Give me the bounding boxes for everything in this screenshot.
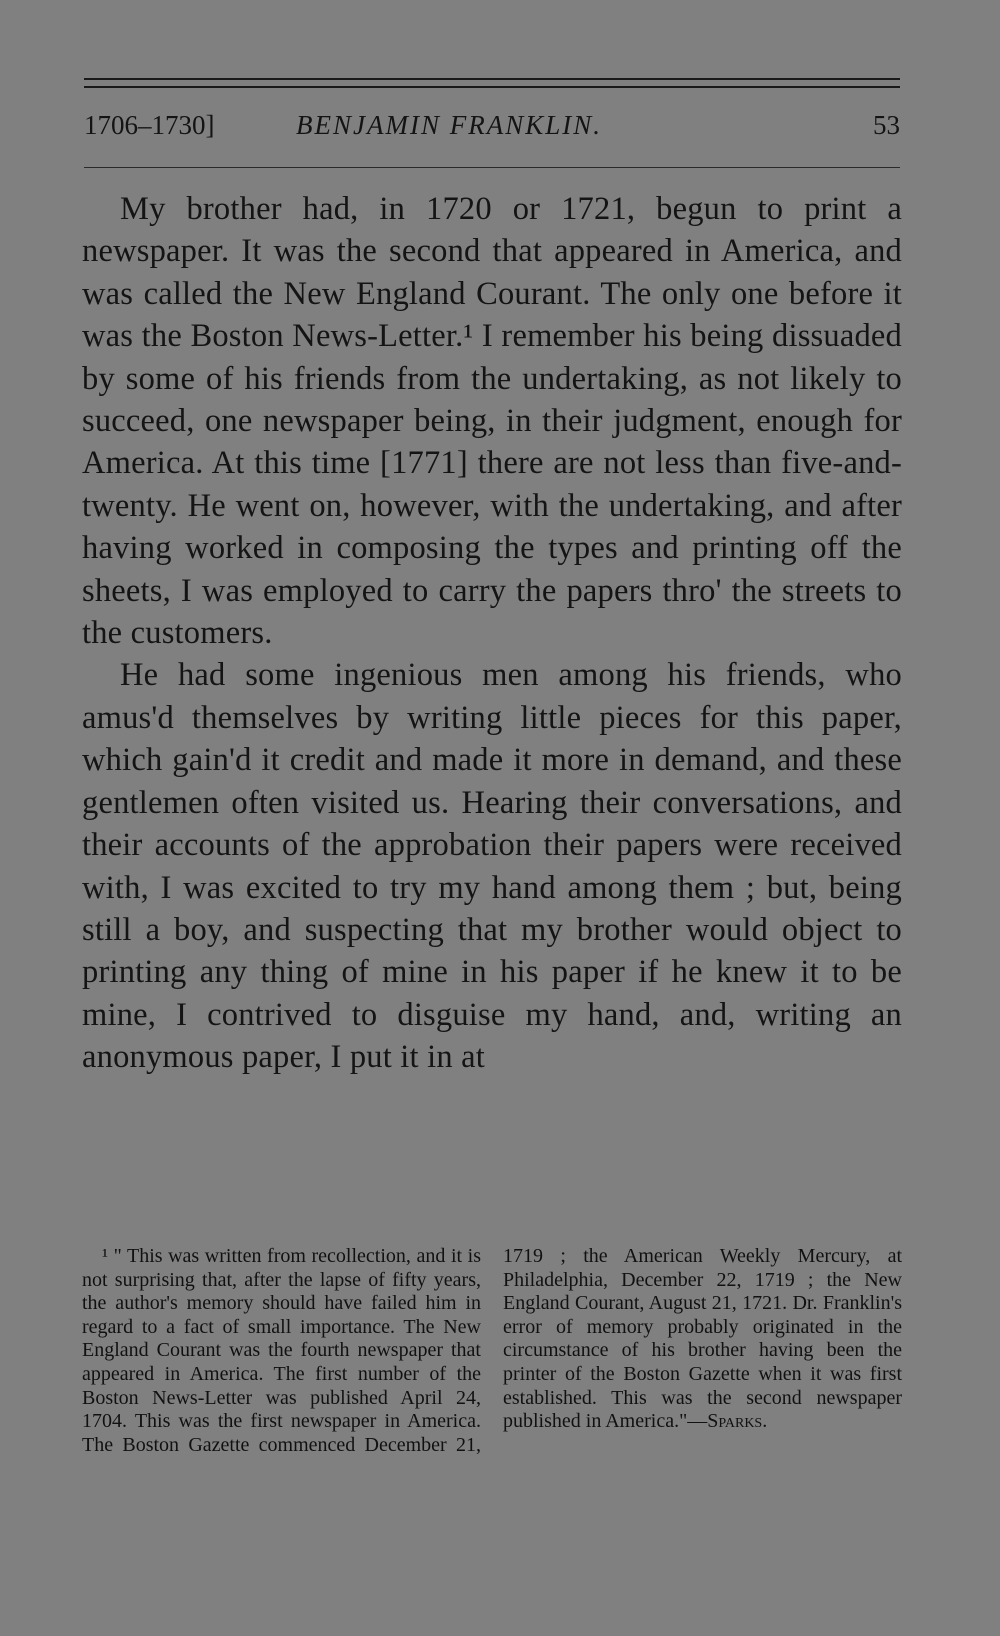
footnote-body: ¹ " This was written from recollection, and it is not surprising that, after the lapse of fifty years, the author's memory should have failed him in regard to a fact of small importance. The New England Courant was the fourth newspaper that appeared in America. The first number of the Boston News-Letter was published April 24, 1704. This was the first newspaper in America. The Boston Gazette commenced December 21, 1719 ; the American Weekly Mercury, at Philadelphia, December 22, 1719 ; the New England Courant, August 21, 1721. Dr. Franklin's error of memory probably originated in the circumstance of his brother having been the printer of the Boston Gazette when it was first established. This was the second newspaper published in America."— [82,1245,902,1456]
body-text [82,188,902,1079]
header-date-range: 1706–1730] [84,110,215,140]
page-number: 53 [873,110,900,140]
running-header [84,110,900,150]
paragraph: He had some ingenious men among his friends, who amus'd themselves by writing little pieces for this paper, which gain'd it credit and made it more in demand, and these gentlemen often visited us. Hearing their conversations, and their accounts of the approbation their papers were received with, I was excited to try my hand among them ; but, being still a boy, and suspecting that my brother would object to printing any thing of mine in his paper if he knew it to be mine, I contrived to disguise my hand, and, writing an anonymous paper, I put it in at [82,657,902,1076]
header-title: BENJAMIN FRANKLIN. [296,110,602,140]
header-rule [84,167,900,168]
top-rule-inner [84,86,900,88]
paragraph: My brother had, in 1720 or 1721, begun to print a newspaper. It was the second that appeared in America, and was called the New England Courant. The only one before it was the Boston News-Letter.¹ I remember his being dissuaded by some of his friends from the undertaking, as not likely to succeed, one newspaper being, in their judgment, enough for America. At this time [1771] there are not less than five-and-twenty. He went on, however, with the undertaking, and after having worked in composing the types and printing off the sheets, I was employed to carry the papers thro' the streets to the customers. [82,191,902,652]
footnote [82,1245,902,1457]
top-rule [84,78,900,80]
footnote-text [82,1245,902,1457]
footnote-attribution: Sparks. [707,1410,768,1433]
